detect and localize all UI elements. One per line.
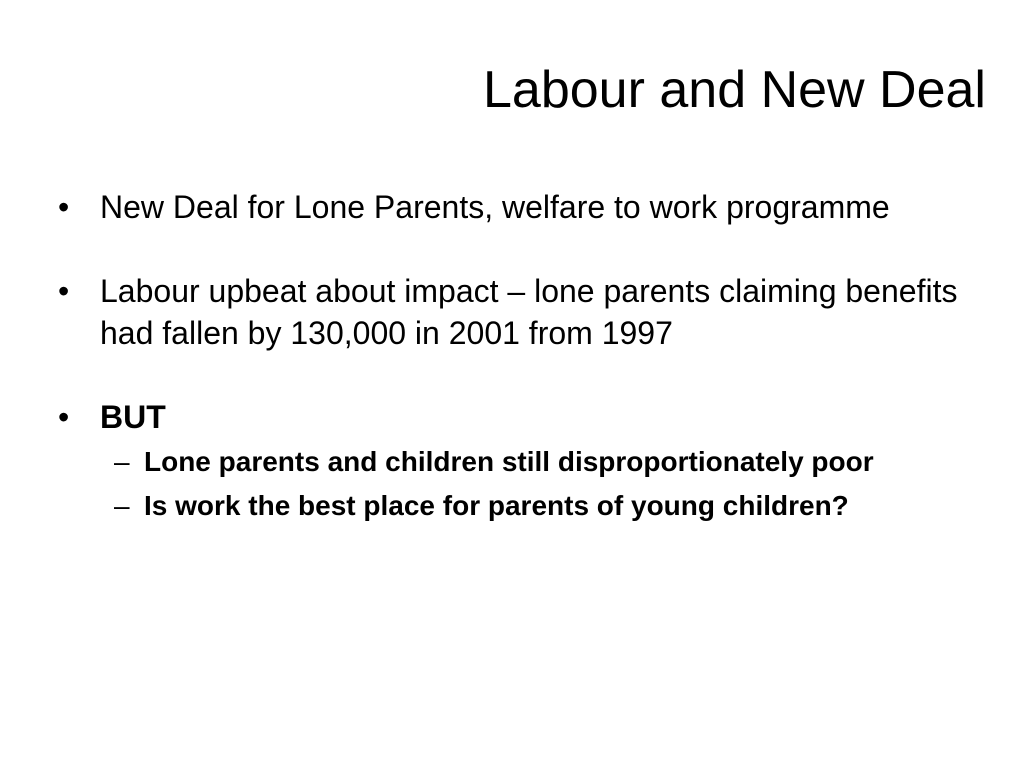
bullet-item bbox=[58, 186, 978, 228]
bullet-item bbox=[58, 270, 978, 354]
sub-bullet-item bbox=[100, 440, 978, 484]
sub-bullet-list bbox=[100, 440, 978, 528]
bullet-text: Labour upbeat about impact – lone parents claiming benefits had fallen by 130,000 in 2001 from 1997 bbox=[100, 273, 958, 351]
sub-bullet-marker: – bbox=[114, 446, 130, 477]
bullet-marker: • bbox=[58, 273, 70, 309]
sub-bullet-text: Lone parents and children still disproportionately poor bbox=[144, 446, 874, 477]
slide-title: Labour and New Deal bbox=[483, 61, 986, 119]
sub-bullet-marker: – bbox=[114, 490, 130, 521]
bullet-item bbox=[58, 396, 978, 528]
bullet-text: New Deal for Lone Parents, welfare to work programme bbox=[100, 189, 890, 225]
bullet-text: BUT bbox=[100, 399, 166, 435]
bullet-list bbox=[58, 186, 978, 528]
sub-bullet-text: Is work the best place for parents of young children? bbox=[144, 490, 849, 521]
bullet-marker: • bbox=[58, 399, 70, 435]
bullet-marker: • bbox=[58, 189, 70, 225]
sub-bullet-item bbox=[100, 484, 978, 528]
